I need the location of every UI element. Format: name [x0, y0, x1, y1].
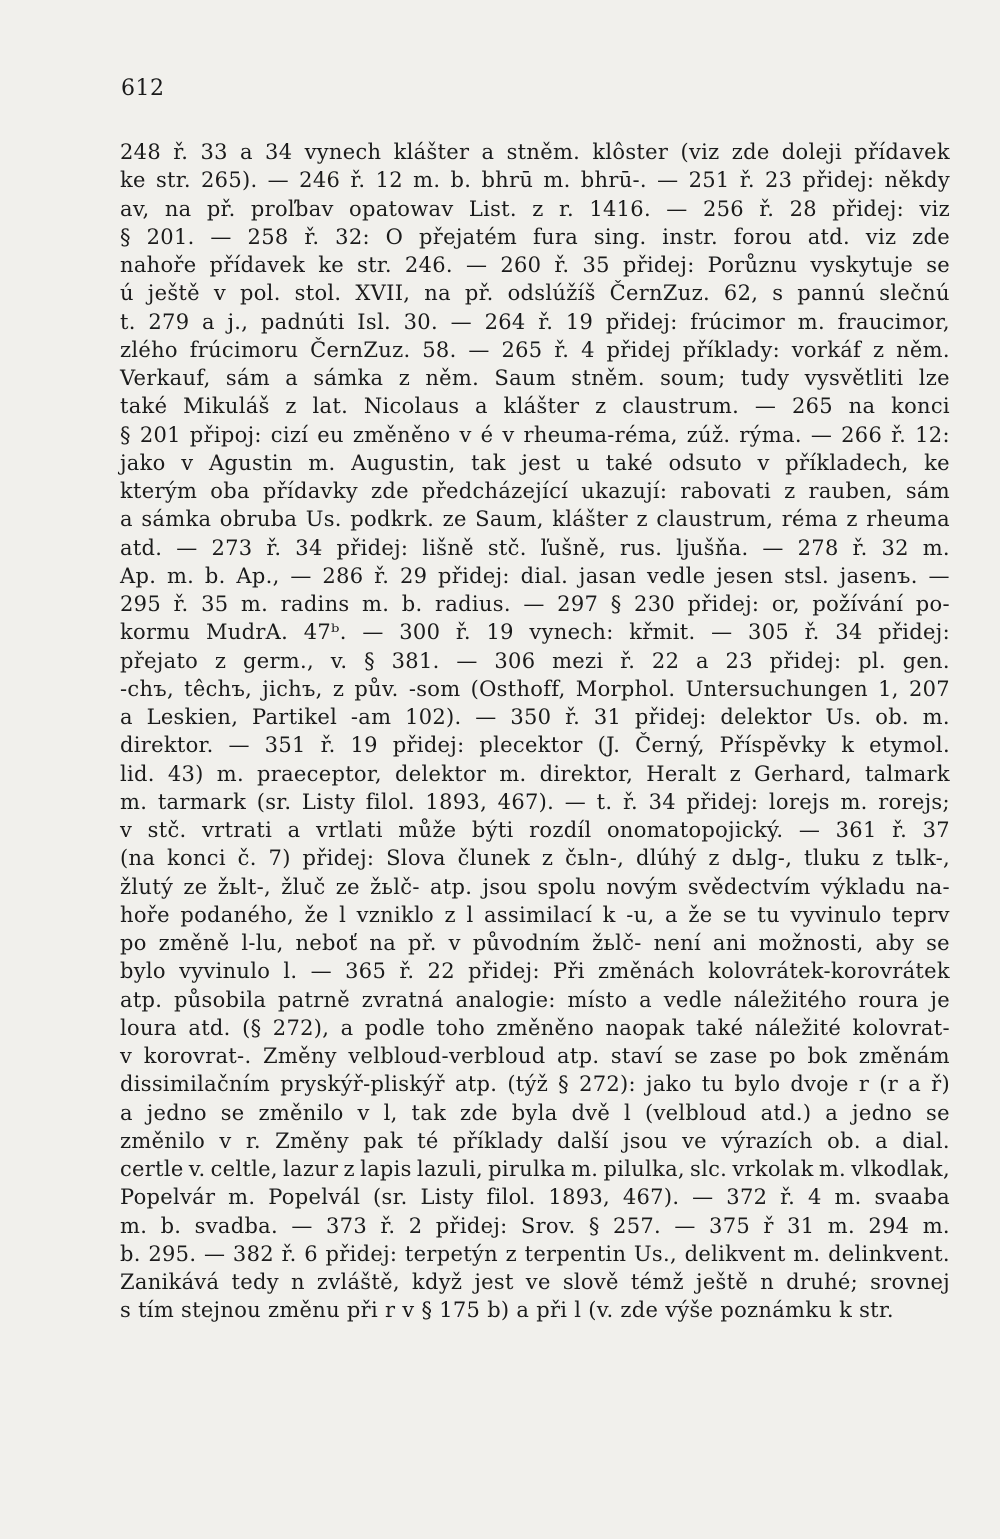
- text-line: změnilo v r. Změny pak té příklady další jsou ve výrazích ob. a dial.: [120, 1128, 950, 1153]
- text-line: t. 279 a j., padnúti Isl. 30. — 264 ř. 19 přidej: frúcimor m. fraucimor,: [120, 309, 950, 334]
- text-line: ú ještě v pol. stol. XVII, na př. odslúžíš ČernZuz. 62, s pannú slečnú: [120, 281, 950, 306]
- text-line: po změně l-lu, neboť na př. v původním žьlč- není ani možnosti, aby se: [120, 931, 950, 955]
- text-line: av, na př. proľbav opatowav List. z r. 1416. — 256 ř. 28 přidej: viz: [120, 196, 950, 221]
- text-line: přejato z germ., v. § 381. — 306 mezi ř. 22 a 23 přidej: pl. gen.: [120, 648, 950, 673]
- text-line: loura atd. (§ 272), a podle toho změněno naopak také náležité kolovrat-: [120, 1015, 950, 1040]
- text-line: v korovrat-. Změny velbloud-verbloud atp. staví se zase po bok změnám: [120, 1044, 950, 1068]
- text-line: b. 295. — 382 ř. 6 přidej: terpetýn z terpentin Us., delikvent m. delinkvent.: [120, 1241, 950, 1266]
- text-line: atd. — 273 ř. 34 přidej: lišně stč. ľušně, rus. ljušňa. — 278 ř. 32 m.: [120, 535, 950, 560]
- text-line: atp. působila patrně zvratná analogie: místo a vedle náležitého roura je: [120, 987, 950, 1012]
- text-line: zlého frúcimoru ČernZuz. 58. — 265 ř. 4 přidej příklady: vorkáf z něm.: [120, 337, 950, 362]
- text-line: direktor. — 351 ř. 19 přidej: plecektor (J. Černý, Příspěvky k etymol.: [120, 733, 950, 758]
- text-line: 295 ř. 35 m. radins m. b. radius. — 297 § 230 přidej: or, požívání po-: [120, 592, 950, 616]
- text-line: dissimilačním pryskýř-pliskýř atp. (týž § 272): jako tu bylo dvoje r (r a ř): [120, 1072, 950, 1097]
- text-line: Popelvár m. Popelvál (sr. Listy filol. 1893, 467). — 372 ř. 4 m. svaaba: [120, 1185, 950, 1210]
- text-line: ke str. 265). — 246 ř. 12 m. b. bhrū m. bhrū-. — 251 ř. 23 přidej: někdy: [120, 168, 950, 193]
- page-number: 612: [121, 76, 165, 101]
- text-line: 248 ř. 33 a 34 vynech klášter a stněm. klôster (viz zde doleji přídavek: [120, 140, 950, 164]
- text-line: kormu MudrA. 47ᵇ. — 300 ř. 19 vynech: křmit. — 305 ř. 34 přidej:: [120, 620, 950, 645]
- text-line: s tím stejnou změnu při r v § 175 b) a při l (v. zde výše poznámku k str.: [120, 1298, 894, 1323]
- text-line: m. tarmark (sr. Listy filol. 1893, 467). — t. ř. 34 přidej: lorejs m. rorejs;: [120, 789, 950, 814]
- text-line: lid. 43) m. praeceptor, delektor m. direktor, Heralt z Gerhard, talmark: [120, 761, 950, 786]
- text-line: a jedno se změnilo v l, tak zde byla dvě l (velbloud atd.) a jedno se: [120, 1100, 950, 1125]
- text-line: a sámka obruba Us. podkrk. ze Saum, klášter z claustrum, réma z rheuma: [120, 507, 950, 532]
- text-line: Zanikává tedy n zvláště, když jest ve slově témž ještě n druhé; srovnej: [120, 1270, 950, 1294]
- text-line: jako v Agustin m. Augustin, tak jest u také odsuto v příkladech, ke: [120, 450, 950, 475]
- text-line: žlutý ze žьlt-, žluč ze žьlč- atp. jsou spolu novým svědectvím výkladu na-: [120, 874, 950, 899]
- text-line: nahoře přídavek ke str. 246. — 260 ř. 35 přidej: Porůznu vyskytuje se: [120, 253, 950, 277]
- body-text: [120, 138, 950, 1325]
- text-line: hoře podaného, že l vzniklo z l assimilací k -u, a že se tu vyvinulo teprv: [120, 902, 950, 927]
- text-line: § 201 připoj: cizí eu změněno v é v rheuma-réma, zúž. rýma. — 266 ř. 12:: [120, 422, 950, 447]
- text-line: také Mikuláš z lat. Nicolaus a klášter z claustrum. — 265 na konci: [120, 394, 950, 419]
- text-line: -chъ, têchъ, jichъ, z pův. -som (Osthoff, Morphol. Untersuchungen 1, 207: [120, 676, 950, 701]
- text-line: Verkauf, sám a sámka z něm. Saum stněm. soum; tudy vysvětliti lze: [120, 366, 950, 390]
- text-line: bylo vyvinulo l. — 365 ř. 22 přidej: Při změnách kolovrátek-korovrátek: [120, 959, 950, 984]
- text-line: kterým oba přídavky zde předcházející ukazují: rabovati z rauben, sám: [120, 479, 950, 503]
- text-line: Ap. m. b. Ap., — 286 ř. 29 přidej: dial. jasan vedle jesen stsl. jasenъ. —: [120, 563, 950, 588]
- text-line: certle v. celtle, lazur z lapis lazuli, pirulka m. pilulka, slc. vrkolak m. vlkodlak,: [120, 1157, 950, 1181]
- text-line: § 201. — 258 ř. 32: O přejatém fura sing. instr. forou atd. viz zde: [120, 224, 950, 249]
- text-line: (na konci č. 7) přidej: Slova člunek z čьln-, dlúhý z dьlg-, tluku z tьlk-,: [120, 846, 950, 871]
- text-line: v stč. vrtrati a vrtlati může býti rozdíl onomatopojický. — 361 ř. 37: [120, 818, 950, 842]
- text-line: a Leskien, Partikel -am 102). — 350 ř. 31 přidej: delektor Us. ob. m.: [120, 705, 950, 729]
- text-line: m. b. svadba. — 373 ř. 2 přidej: Srov. § 257. — 375 ř 31 m. 294 m.: [120, 1213, 950, 1238]
